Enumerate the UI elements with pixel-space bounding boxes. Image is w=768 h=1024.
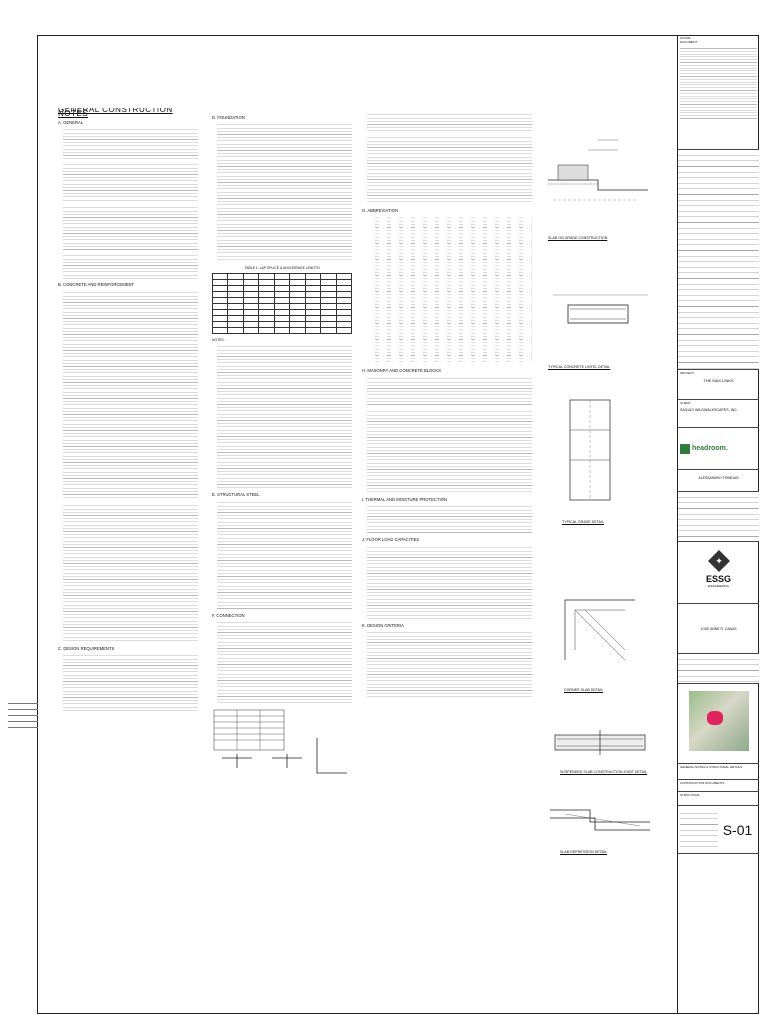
revision-table xyxy=(678,150,759,370)
info-grid xyxy=(680,808,718,852)
info-grid xyxy=(678,654,759,684)
detail-caption: SLAB DEPRESSION DETAIL xyxy=(560,850,608,854)
engineer-name: JOSE ANNE R. CANAS xyxy=(700,627,737,631)
discipline-box xyxy=(678,792,759,806)
notes-text xyxy=(367,135,532,205)
scope-label: SCOPE xyxy=(680,36,691,40)
section-heading: F. CONNECTION xyxy=(212,612,245,618)
notes-text xyxy=(367,504,532,534)
detail-caption: SUSPENDED SLAB CONSTRUCTION JOINT DETAIL xyxy=(560,770,648,774)
lintel-detail xyxy=(548,285,658,345)
info-grid xyxy=(678,492,759,542)
essg-logo-icon xyxy=(707,549,731,573)
floor-load-list xyxy=(367,545,532,620)
architect-name: ALESSANDRO TRINIDAD xyxy=(698,476,739,480)
section-heading: K. DESIGN CRITERIA xyxy=(362,622,404,628)
doc-type-box xyxy=(678,780,759,792)
section-heading: C. DESIGN REQUIREMENTS xyxy=(58,645,115,651)
section-heading: H. MASONRY AND CONCRETE BLOCKS xyxy=(362,368,441,374)
notes-text xyxy=(217,620,352,705)
corner-slab-detail xyxy=(545,580,655,680)
architect-logo-box xyxy=(678,428,759,470)
section-heading: J. FLOOR LOAD CAPACITIES xyxy=(362,537,420,543)
client-name: SAGUIO WILDWALKSCAPES, INC. xyxy=(680,408,738,412)
notes-text xyxy=(217,344,352,489)
abbreviation-list xyxy=(367,215,532,365)
section-heading: A. GENERAL xyxy=(58,119,84,125)
sheet-number-box xyxy=(678,806,759,854)
section-heading: E. STRUCTURAL STEEL xyxy=(212,492,260,498)
project-label: PROJECT xyxy=(680,371,695,375)
notes-column-2 xyxy=(212,112,352,882)
doc-type: CONSTRUCTION DOCUMENTS xyxy=(680,781,725,785)
connection-table-sketch xyxy=(212,708,352,778)
client-box xyxy=(678,400,759,428)
notes-column-3 xyxy=(362,112,532,882)
client-label: CLIENT xyxy=(680,401,691,405)
notes-text xyxy=(63,205,198,250)
detail-caption: TYPICAL GRADE DETAIL xyxy=(562,520,604,524)
project-name: THE MAX LINKS xyxy=(703,378,734,383)
scope-text xyxy=(680,46,757,121)
svg-text:✦: ✦ xyxy=(714,556,723,566)
engineer-sub: ENGINEERING xyxy=(707,584,729,588)
notes-text xyxy=(63,162,198,202)
grade-beam-detail xyxy=(545,390,655,510)
headroom-logo-icon xyxy=(680,444,690,454)
notes-text xyxy=(217,500,352,610)
key-map-box xyxy=(678,684,759,764)
section-heading: G. ABBREVIATION xyxy=(362,208,398,213)
page-title: GENERAL CONSTRUCTION NOTES xyxy=(58,108,173,119)
notes-text xyxy=(217,122,352,262)
detail-caption: SLAB ON GRADE CONSTRUCTION xyxy=(548,236,608,240)
notes-column-1 xyxy=(58,108,198,883)
project-box xyxy=(678,370,759,400)
slab-depression-detail xyxy=(545,790,655,840)
construction-joint-detail xyxy=(545,725,655,765)
engineer-logo-box xyxy=(678,542,759,604)
notes-text xyxy=(63,127,198,159)
detail-caption: TYPICAL CONCRETE LINTEL DETAIL xyxy=(548,365,611,369)
key-map xyxy=(689,691,749,751)
sheet-title: GENERAL NOTES & STRUCTURAL DETAILS xyxy=(680,765,743,769)
section-heading: B. CONCRETE AND REINFORCEMENT xyxy=(58,282,135,288)
architect-brand: headroom. xyxy=(692,445,728,452)
scope-box xyxy=(678,35,759,150)
title-block xyxy=(677,35,759,1014)
notes-text xyxy=(367,630,532,700)
scope-sub: DOCUMENT xyxy=(680,40,698,44)
section-heading: D. FOUNDATION xyxy=(212,115,245,120)
notes-text xyxy=(367,376,532,406)
notes-text xyxy=(63,290,198,500)
detail-caption: CORNER SLAB DETAIL xyxy=(564,688,604,692)
notes-text xyxy=(63,503,198,643)
slab-on-grade-detail xyxy=(538,120,668,235)
architect-box xyxy=(678,470,759,492)
engineer-brand: ESSG xyxy=(705,574,731,584)
sheet-title-box xyxy=(678,764,759,780)
table-title: TABLE 1: LAP SPLICE & ANCHORAGE LENGTH xyxy=(244,266,320,271)
section-heading: I. THERMAL AND MOISTURE PROTECTION xyxy=(362,496,447,502)
discipline: STRUCTURAL xyxy=(680,793,701,797)
lap-splice-table xyxy=(212,273,352,334)
sheet-number: S-01 xyxy=(722,821,753,838)
engineer-box xyxy=(678,604,759,654)
site-marker xyxy=(707,711,723,725)
notes-text xyxy=(63,653,198,713)
notes-label: NOTES : xyxy=(212,337,226,342)
notes-text xyxy=(367,409,532,494)
notes-text xyxy=(63,253,198,279)
notes-text xyxy=(367,112,532,132)
margin-notes xyxy=(8,700,38,733)
